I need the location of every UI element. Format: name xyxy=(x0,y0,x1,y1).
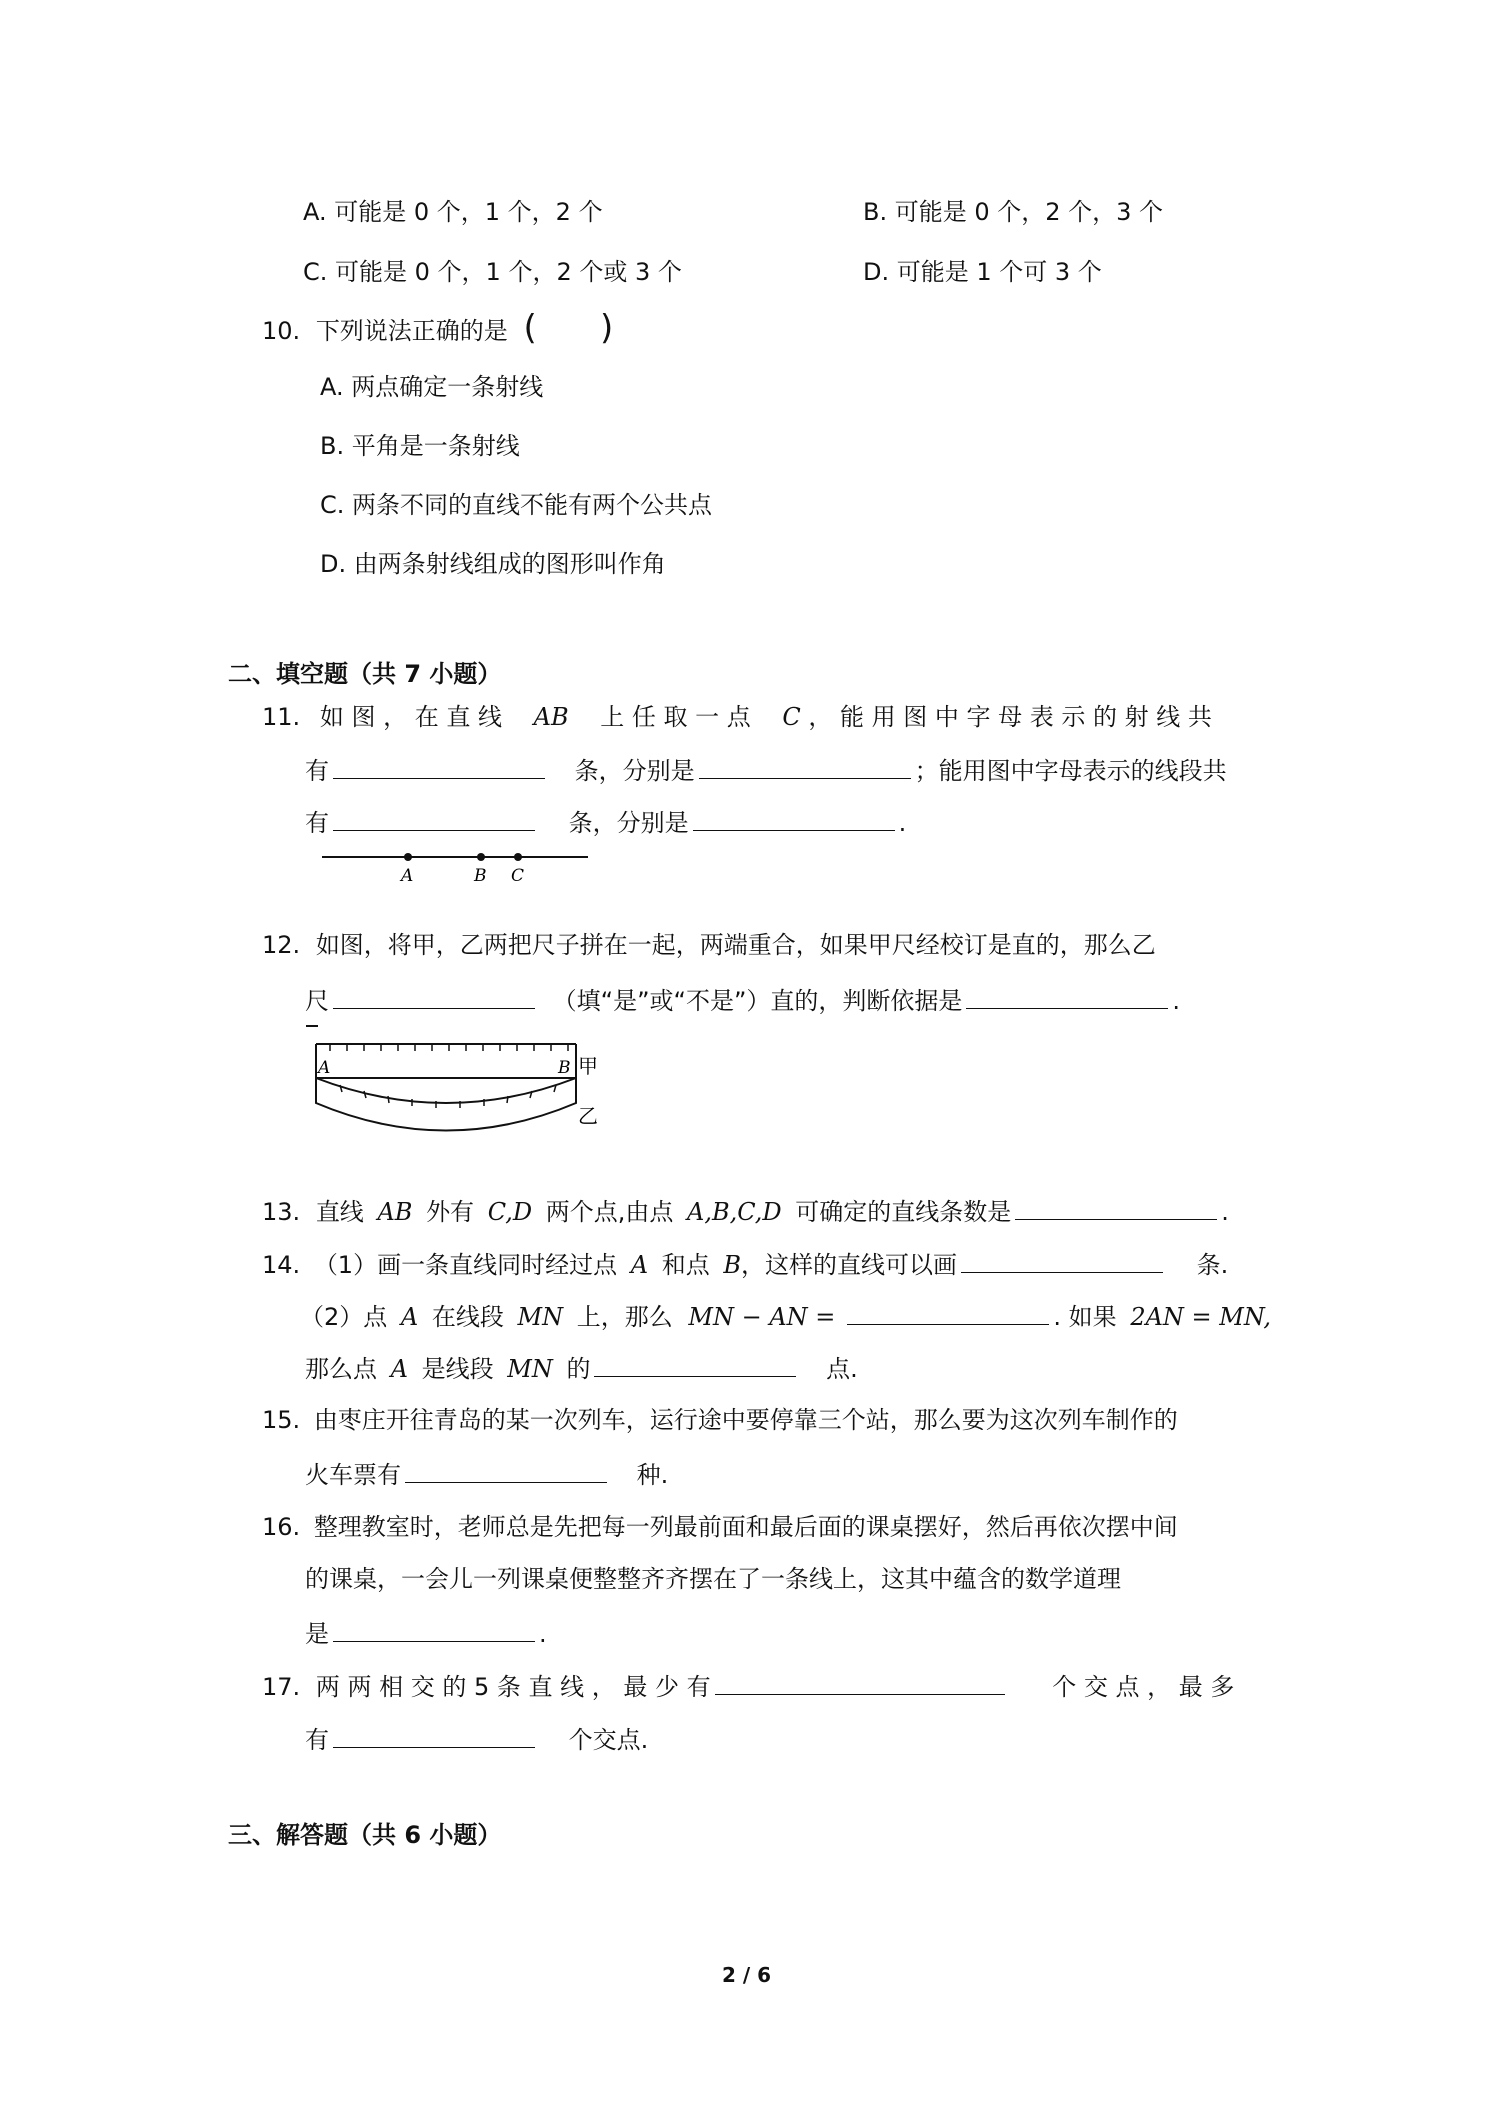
q14-text: 条. xyxy=(1196,1251,1229,1279)
q12-number: 12. xyxy=(262,931,301,959)
q17-text: 个 交 点 ， 最 多 xyxy=(1052,1673,1235,1701)
q12-text: （填“是”或“不是”）直的，判断依据是 xyxy=(552,987,963,1015)
q13-text: 直线 xyxy=(315,1198,364,1226)
q11-ab: AB xyxy=(533,703,569,731)
q10-number: 10. xyxy=(262,317,301,345)
q14-text: 上，那么 xyxy=(576,1303,673,1331)
answer-blank[interactable] xyxy=(333,748,545,779)
q10-paren-close: ) xyxy=(600,308,614,348)
q17-text: 两 两 相 交 的 5 条 直 线 ， 最 少 有 xyxy=(315,1673,711,1701)
q10-option-c: C. 两条不同的直线不能有两个公共点 xyxy=(320,491,713,519)
q15-text: 火车票有 xyxy=(305,1461,401,1489)
q11-text: 有 xyxy=(305,809,329,837)
q11-text: 条，分别是 xyxy=(568,809,689,837)
q14-number: 14. xyxy=(262,1251,301,1279)
q9-option-d: D. 可能是 1 个可 3 个 xyxy=(863,258,1102,286)
q14-text: . 如果 xyxy=(1053,1303,1117,1331)
q10-stem-line xyxy=(262,308,613,348)
q16-line-2: 的课桌，一会儿一列课桌便整整齐齐摆在了一条线上，这其中蕴含的数学道理 xyxy=(305,1565,1121,1593)
q13-ab: AB xyxy=(377,1198,413,1226)
q11-line-2 xyxy=(305,748,1227,786)
q13-text: 外有 xyxy=(426,1198,475,1226)
answer-blank[interactable] xyxy=(961,1242,1163,1273)
q12-label-yi: 乙 xyxy=(578,1104,598,1128)
q12-line-2 xyxy=(305,978,1180,1016)
q11-line-3 xyxy=(305,800,906,838)
q12-text: . xyxy=(1172,987,1181,1015)
answer-blank[interactable] xyxy=(594,1346,796,1377)
section-2-title: 二、填空题（共 7 小题） xyxy=(228,660,502,688)
q9-option-a: A. 可能是 0 个，1 个，2 个 xyxy=(303,198,603,226)
q11-number: 11. xyxy=(262,703,301,731)
answer-blank[interactable] xyxy=(693,800,895,831)
q14-line-2 xyxy=(300,1294,1271,1332)
q17-line-2 xyxy=(305,1717,648,1755)
q12-text: 尺 xyxy=(305,987,329,1015)
q14-mn: MN xyxy=(517,1303,564,1331)
q14-text: 是线段 xyxy=(421,1355,494,1383)
q14-text: ，这样的直线可以画 xyxy=(741,1251,957,1279)
q17-text: 有 xyxy=(305,1726,329,1754)
q15-line-2 xyxy=(305,1452,668,1490)
q14-mn: MN xyxy=(507,1355,553,1383)
q10-option-a: A. 两点确定一条射线 xyxy=(320,373,544,401)
q17-text: 个交点. xyxy=(568,1726,649,1754)
answer-blank[interactable] xyxy=(333,1611,535,1642)
q15-line-1 xyxy=(262,1400,1178,1435)
q11-line-1 xyxy=(262,697,1212,732)
answer-blank[interactable] xyxy=(1015,1189,1217,1220)
q15-text: 由枣庄开往青岛的某一次列车，运行途中要停靠三个站，那么要为这次列车制作的 xyxy=(313,1406,1178,1434)
q11-text: ， 能 用 图 中 字 母 表 示 的 射 线 共 xyxy=(808,703,1212,731)
q16-text: 是 xyxy=(305,1620,329,1648)
q11-text: 条，分别是 xyxy=(574,757,695,785)
q14-text: 点. xyxy=(826,1355,858,1383)
q16-line-1 xyxy=(262,1507,1178,1542)
q17-line-1 xyxy=(262,1664,1234,1702)
q10-stem: 下列说法正确的是 xyxy=(315,317,508,345)
q15-text: 种. xyxy=(636,1461,669,1489)
answer-blank[interactable] xyxy=(333,978,535,1009)
q13-number: 13. xyxy=(262,1198,301,1226)
q14-text: 在线段 xyxy=(431,1303,504,1331)
q14-expression-2: 2AN = MN, xyxy=(1130,1303,1271,1331)
q14-a: A xyxy=(400,1303,419,1331)
q14-line-3 xyxy=(305,1346,858,1384)
q12-rulers-figure xyxy=(300,1023,600,1148)
q16-line-3 xyxy=(305,1611,547,1649)
q14-text: 的 xyxy=(566,1355,591,1383)
q13-cd: C,D xyxy=(487,1198,533,1226)
q14-expression: MN − AN = xyxy=(688,1303,836,1331)
q12-text: 如图，将甲，乙两把尺子拼在一起，两端重合，如果甲尺经校订是直的，那么乙 xyxy=(315,931,1156,959)
answer-blank[interactable] xyxy=(699,748,911,779)
q11-line-figure xyxy=(318,845,598,885)
q16-text: 整理教室时，老师总是先把每一列最前面和最后面的课桌摆好，然后再依次摆中间 xyxy=(313,1513,1178,1541)
q12-label-b: B xyxy=(558,1058,571,1078)
page-number: 2 / 6 xyxy=(722,1963,772,1987)
q11-text: 如 图 ， 在 直 线 xyxy=(319,703,502,731)
q13-line xyxy=(262,1189,1229,1227)
q13-text: 可确定的直线条数是 xyxy=(795,1198,1012,1226)
q14-a: A xyxy=(390,1355,408,1383)
q15-number: 15. xyxy=(262,1406,301,1434)
q12-label-a: A xyxy=(318,1058,331,1078)
q11-text: 上 任 取 一 点 xyxy=(600,703,751,731)
q11-text: 有 xyxy=(305,757,329,785)
q13-text: . xyxy=(1221,1198,1229,1226)
q10-option-d: D. 由两条射线组成的图形叫作角 xyxy=(320,550,666,578)
q14-b: B xyxy=(723,1251,741,1279)
q9-option-c: C. 可能是 0 个，1 个，2 个或 3 个 xyxy=(303,258,682,286)
q9-option-b: B. 可能是 0 个，2 个，3 个 xyxy=(863,198,1164,226)
q12-line-1 xyxy=(262,925,1156,960)
q10-option-b: B. 平角是一条射线 xyxy=(320,432,520,460)
section-3-title: 三、解答题（共 6 小题） xyxy=(228,1821,502,1849)
q11-label-c: C xyxy=(511,866,525,885)
answer-blank[interactable] xyxy=(333,800,535,831)
q16-number: 16. xyxy=(262,1513,301,1541)
answer-blank[interactable] xyxy=(847,1294,1049,1325)
answer-blank[interactable] xyxy=(715,1664,1005,1695)
q16-text: . xyxy=(539,1620,547,1648)
q14-text: 那么点 xyxy=(305,1355,377,1383)
q14-text: （2）点 xyxy=(300,1303,388,1331)
q13-text: 两个点,由点 xyxy=(545,1198,674,1226)
q11-text: . xyxy=(898,809,907,837)
q17-number: 17. xyxy=(262,1673,301,1701)
answer-blank[interactable] xyxy=(405,1452,607,1483)
q12-label-jia: 甲 xyxy=(578,1054,598,1078)
answer-blank[interactable] xyxy=(333,1717,535,1748)
answer-blank[interactable] xyxy=(966,978,1168,1009)
q10-paren-open: ( xyxy=(523,308,537,348)
q11-label-b: B xyxy=(474,866,487,885)
q14-a: A xyxy=(630,1251,649,1279)
q11-text: ；能用图中字母表示的线段共 xyxy=(914,757,1227,785)
q13-abcd: A,B,C,D xyxy=(687,1198,782,1226)
q14-line-1 xyxy=(262,1242,1228,1280)
q14-text: （1）画一条直线同时经过点 xyxy=(313,1251,618,1279)
q11-label-a: A xyxy=(401,866,414,885)
q14-text: 和点 xyxy=(661,1251,710,1279)
q11-c: C xyxy=(782,703,801,731)
